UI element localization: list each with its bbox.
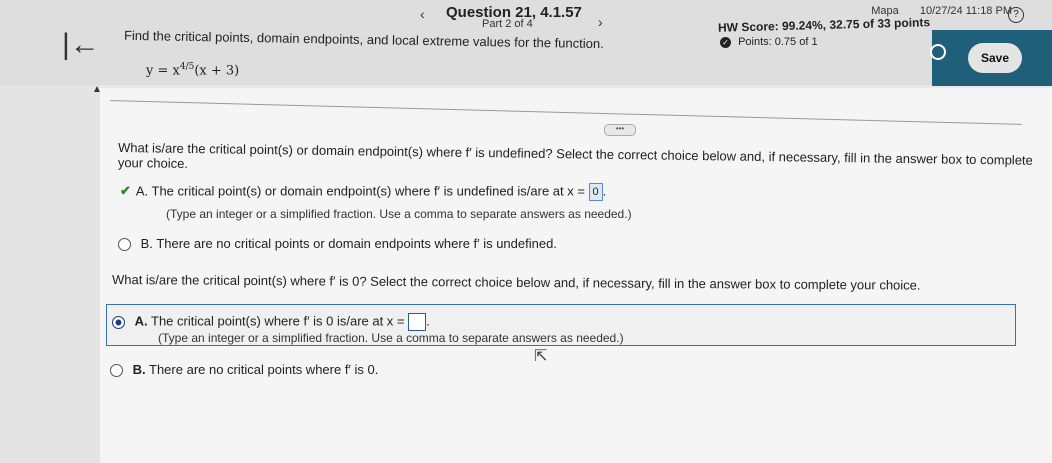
points-text: Points: 0.75 of 1: [738, 36, 818, 48]
status-app-name: Mapa: [871, 5, 899, 17]
choice-a-text: The critical point(s) where f′ is 0 is/are at x =: [151, 313, 405, 329]
part1-choice-a[interactable]: [120, 183, 606, 201]
part1-choice-b-radio[interactable]: [118, 238, 131, 251]
points-badge-icon: ✓: [720, 37, 731, 48]
gear-icon[interactable]: [930, 44, 946, 60]
function-expression: [146, 62, 239, 78]
part1-question: What is/are the critical point(s) or domain endpoint(s) where f′ is undefined? Select the correct choice below and, if necessary, fill in the answer box to complete your choice.: [117, 140, 1033, 171]
part2-choice-b[interactable]: [110, 362, 378, 377]
save-button[interactable]: Save: [968, 43, 1022, 73]
part2-choice-b-radio[interactable]: [110, 364, 123, 377]
help-icon[interactable]: ?: [1008, 7, 1024, 23]
problem-instruction: Find the critical points, domain endpoints, and local extreme values for the function.: [123, 27, 604, 52]
part2-question: What is/are the critical point(s) where f′ is 0? Select the correct choice below and, if necessary, fill in the answer box to complete your choice.: [111, 272, 921, 293]
next-question-button[interactable]: ›: [598, 14, 603, 30]
points-indicator: [720, 36, 818, 48]
part2-answer-box[interactable]: [408, 313, 426, 331]
choice-b-letter: B.: [132, 362, 146, 377]
question-title: Question 21, 4.1.57: [446, 4, 582, 21]
part1-choice-b[interactable]: [118, 236, 557, 251]
collapse-caret-icon[interactable]: ▲: [92, 84, 102, 95]
expand-dots-button[interactable]: •••: [604, 124, 636, 136]
choice-a-text: The critical point(s) or domain endpoint(s) where f′ is undefined is/are at x =: [151, 183, 585, 199]
part2-choice-a-radio[interactable]: [112, 316, 125, 329]
function-rhs: (x + 3): [194, 63, 240, 79]
choice-a-period: .: [602, 183, 607, 199]
choice-b-letter: B.: [140, 236, 153, 251]
mouse-cursor-icon: ⇱: [534, 348, 548, 365]
function-lhs: y = x: [146, 63, 180, 79]
system-status-bar: [853, 5, 1012, 17]
correct-check-icon: ✔: [120, 183, 131, 199]
previous-question-button[interactable]: ‹: [420, 6, 425, 22]
choice-a-letter: A.: [135, 183, 149, 199]
part2-choice-a-note: (Type an integer or a simplified fraction. Use a comma to separate answers as needed.): [158, 331, 624, 345]
choice-a-letter: A.: [134, 313, 148, 329]
choice-a-period: .: [426, 313, 430, 329]
question-part: Part 2 of 4: [482, 18, 533, 30]
part1-answer-box[interactable]: 0: [589, 183, 603, 201]
back-arrow-icon[interactable]: |←: [62, 28, 100, 61]
part1-choice-a-note: (Type an integer or a simplified fraction. Use a comma to separate answers as needed.): [166, 207, 632, 221]
function-exponent: 4/5: [179, 62, 195, 72]
hw-score: HW Score: 99.24%, 32.75 of 33 points: [717, 15, 931, 35]
status-datetime: 10/27/24 11:18 PM: [919, 5, 1012, 17]
left-gutter: [0, 85, 100, 463]
choice-b-text: There are no critical points where f′ is 0.: [149, 362, 379, 377]
choice-b-text: There are no critical points or domain endpoints where f′ is undefined.: [156, 236, 557, 251]
part2-choice-a[interactable]: [112, 313, 430, 331]
